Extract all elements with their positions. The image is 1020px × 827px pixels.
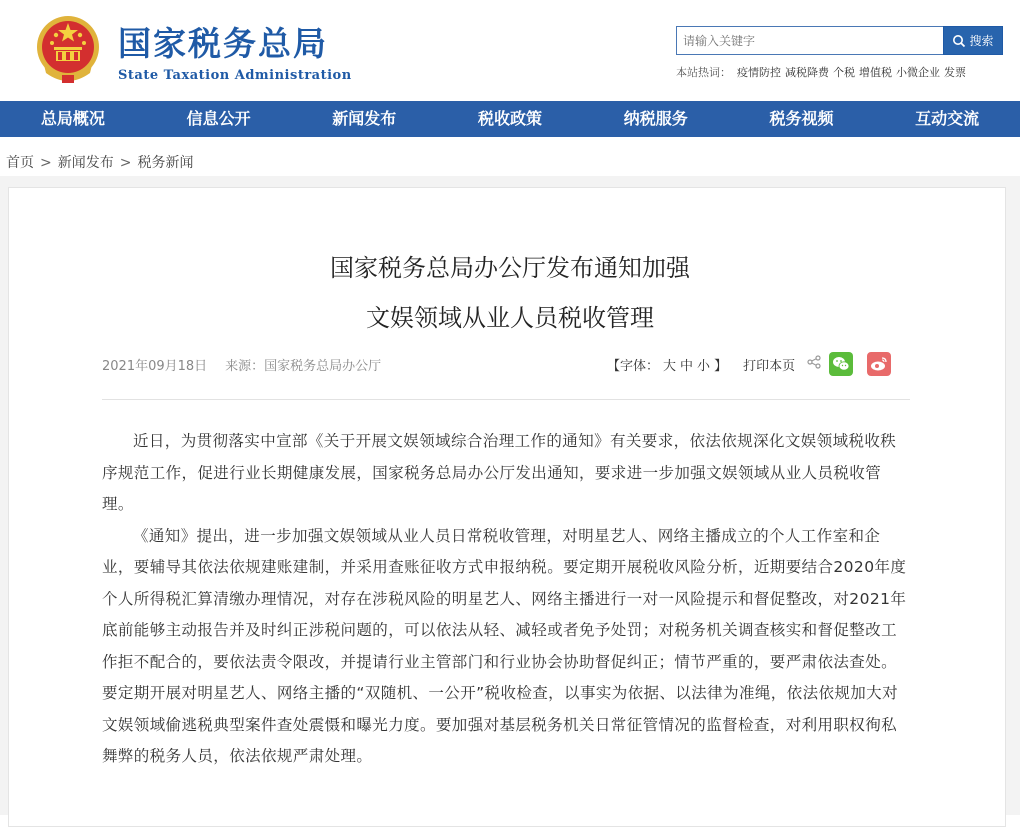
article-tools bbox=[605, 352, 891, 376]
main-nav bbox=[0, 101, 1020, 137]
hotword-link[interactable]: 小微企业 bbox=[896, 66, 940, 79]
article-divider bbox=[102, 399, 910, 400]
site-header bbox=[0, 0, 1020, 101]
search-input[interactable] bbox=[677, 27, 944, 54]
hotword-link[interactable]: 增值税 bbox=[859, 66, 892, 79]
nav-item-taxpayer-service[interactable]: 纳税服务 bbox=[623, 109, 688, 128]
breadcrumb bbox=[6, 152, 193, 172]
nav-item-tax-video[interactable]: 税务视频 bbox=[769, 109, 834, 128]
font-medium-button[interactable]: 中 bbox=[680, 358, 694, 374]
font-size-prefix: 【字体： bbox=[607, 358, 660, 374]
font-size-suffix: 】 bbox=[714, 358, 728, 374]
nav-item-info-disclosure[interactable]: 信息公开 bbox=[186, 109, 251, 128]
hotword-link[interactable]: 个税 bbox=[833, 66, 855, 79]
font-small-button[interactable]: 小 bbox=[697, 358, 711, 374]
weibo-share-icon[interactable] bbox=[867, 352, 891, 376]
article-title-line1: 国家税务总局办公厅发布通知加强 bbox=[330, 254, 690, 282]
share-icon[interactable] bbox=[807, 355, 821, 373]
breadcrumb-tax-news[interactable]: 税务新闻 bbox=[137, 155, 194, 171]
nav-item-overview[interactable]: 总局概况 bbox=[40, 109, 105, 128]
breadcrumb-separator: > bbox=[40, 155, 52, 171]
hotwords-bar bbox=[676, 64, 970, 80]
national-emblem-logo bbox=[34, 13, 102, 87]
search-icon bbox=[952, 34, 966, 48]
breadcrumb-news-release[interactable]: 新闻发布 bbox=[57, 155, 114, 171]
article-paragraph: 近日，为贯彻落实中宣部《关于开展文娱领域综合治理工作的通知》有关要求，依法依规深化文娱领域税收秩序规范工作，促进行业长期健康发展，国家税务总局办公厅发出通知，要求进一步加强文娱领域从业人员税收管理。 bbox=[102, 432, 897, 513]
hotword-link[interactable]: 减税降费 bbox=[785, 66, 829, 79]
article-paragraph: 《通知》提出，进一步加强文娱领域从业人员日常税收管理，对明星艺人、网络主播成立的个人工作室和企业，要辅导其依法依规建账建制，并采用查账征收方式申报纳税。要定期开展税收风险分析，近期要结合2020年度个人所得税汇算清缴办理情况，对存在涉税风险的明星艺人、网络主播进行一对一风险提示和督促整改，对2021年底前能够主动报告并及时纠正涉税问题的，可以依法从轻、减轻或者免予处罚；对税务机关调查核实和督促整改工作拒不配合的，要依法责令限改，并提请行业主管部门和行业协会协助督促纠正；情节严重的，要严肃依法查处。要定期开展对明星艺人、网络主播的“双随机、一公开”税收检查，以事实为依据、以法律为准绳，依法依规加大对文娱领域偷逃税典型案件查处震慑和曝光力度。要加强对基层税务机关日常征管情况的监督检查，对利用职权徇私舞弊的税务人员，依法依规严肃处理。 bbox=[102, 526, 907, 765]
print-page-button[interactable]: 打印本页 bbox=[743, 358, 796, 374]
font-large-button[interactable]: 大 bbox=[663, 358, 677, 374]
article-date: 2021年09月18日 bbox=[102, 359, 208, 374]
wechat-share-icon[interactable] bbox=[829, 352, 853, 376]
hotwords-label: 本站热词： bbox=[676, 66, 731, 79]
hotword-link[interactable]: 疫情防控 bbox=[737, 66, 781, 79]
search-button-label: 搜索 bbox=[969, 34, 994, 48]
breadcrumb-home[interactable]: 首页 bbox=[6, 155, 34, 171]
nav-item-news-release[interactable]: 新闻发布 bbox=[332, 109, 397, 128]
article-title-line2: 文娱领域从业人员税收管理 bbox=[366, 304, 654, 332]
breadcrumb-separator: > bbox=[119, 155, 132, 171]
nav-item-tax-policy[interactable]: 税收政策 bbox=[478, 109, 543, 128]
hotword-link[interactable]: 发票 bbox=[944, 66, 966, 79]
nav-item-interaction[interactable]: 互动交流 bbox=[915, 109, 980, 128]
article-body bbox=[102, 426, 912, 773]
article-title bbox=[0, 243, 1020, 343]
article-source: 来源：国家税务总局办公厅 bbox=[225, 359, 382, 374]
search-button[interactable] bbox=[943, 26, 1003, 55]
site-name-chinese: 国家税务总局 bbox=[118, 24, 328, 63]
font-size-control bbox=[605, 355, 729, 374]
search-box bbox=[676, 26, 944, 55]
site-name-english: State Taxation Administration bbox=[118, 68, 352, 83]
article-meta bbox=[102, 355, 399, 374]
